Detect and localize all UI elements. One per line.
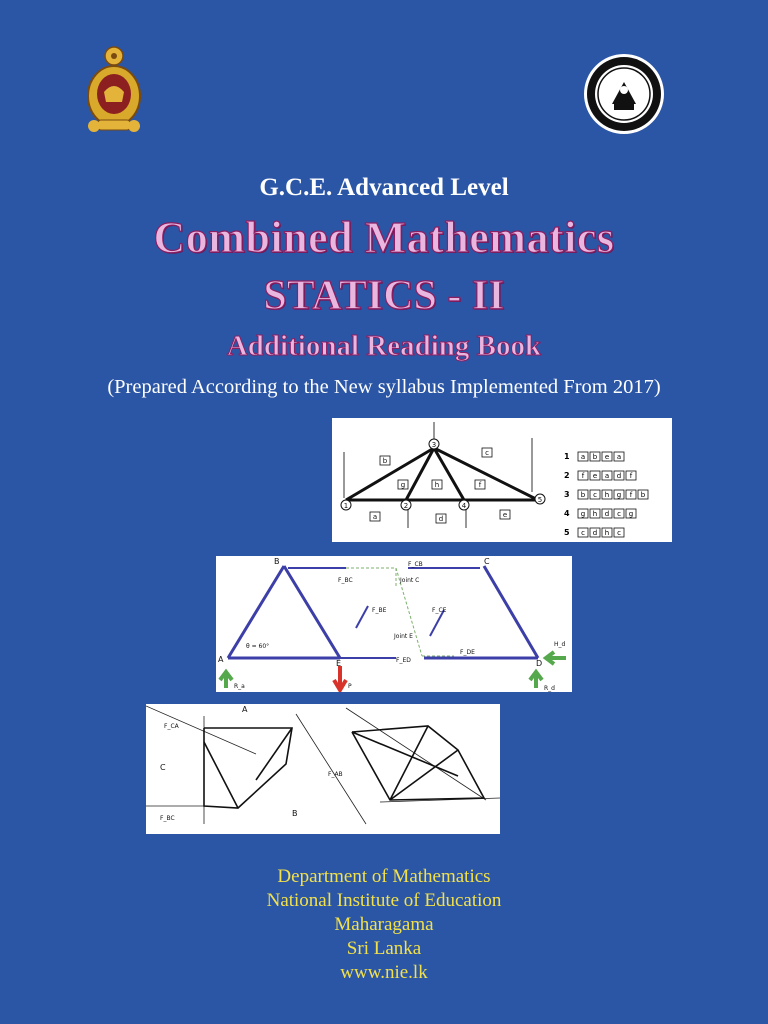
point-label: E [336, 659, 342, 668]
joint-label: 3 [431, 441, 437, 449]
region-label: g [400, 481, 406, 489]
force-label: F_DE [460, 649, 475, 656]
institute-name: National Institute of Education [266, 890, 502, 911]
truss-diagram-1 [332, 418, 672, 542]
region-label: A [242, 705, 248, 714]
table-cell-label: c [617, 529, 621, 537]
sri-lanka-emblem-icon [78, 42, 150, 134]
force-diagram-3 [146, 704, 500, 834]
region-label: a [372, 513, 378, 521]
country-name: Sri Lanka [346, 938, 422, 959]
force-label: F_CB [408, 561, 423, 568]
website-link[interactable]: www.nie.lk [340, 962, 428, 983]
region-label: B [292, 809, 298, 818]
table-row-number: 5 [564, 528, 570, 537]
table-cell-label: b [580, 491, 586, 499]
table-cell-label: a [616, 453, 622, 461]
table-cell-label: b [592, 453, 598, 461]
region-label: d [438, 515, 444, 523]
table-cell-label: e [604, 453, 610, 461]
table-cell-label: c [617, 510, 621, 518]
region-label: f [478, 481, 482, 489]
table-row-number: 2 [564, 471, 570, 480]
town-name: Maharagama [334, 914, 434, 935]
table-cell-label: f [629, 491, 633, 499]
exam-level-title: G.C.E. Advanced Level [259, 174, 509, 201]
nie-seal-icon [582, 52, 666, 136]
force-label: F_BC [160, 815, 175, 822]
table-row-number: 4 [564, 509, 570, 518]
table-cell-label: h [604, 529, 610, 537]
force-label: R_a [234, 683, 245, 690]
joint-label: 4 [461, 502, 467, 510]
department-name: Department of Mathematics [277, 866, 491, 887]
table-row-number: 3 [564, 490, 570, 499]
table-cell-label: d [604, 510, 610, 518]
joint-c-label: Joint C [400, 577, 420, 584]
force-label: H_d [554, 641, 566, 648]
table-cell-label: b [640, 491, 646, 499]
force-label: F_CE [432, 607, 447, 614]
joint-label: 1 [343, 502, 349, 510]
table-cell-label: h [592, 510, 598, 518]
table-cell-label: g [616, 491, 622, 499]
angle-label: θ = 60° [246, 643, 270, 650]
region-label: c [485, 449, 489, 457]
force-diagram-figure-3 [146, 704, 500, 834]
region-label: e [502, 511, 508, 519]
truss-figure-1 [332, 418, 672, 542]
table-cell-label: a [580, 453, 586, 461]
force-label: F_BE [372, 607, 387, 614]
table-cell-label: f [629, 472, 633, 480]
table-cell-label: f [581, 472, 585, 480]
joint-e-label: Joint E [394, 633, 413, 640]
part-title: STATICS - II [263, 273, 505, 319]
table-cell-label: g [580, 510, 586, 518]
force-label: F_BC [338, 577, 353, 584]
table-cell-label: c [593, 491, 597, 499]
truss-diagram-2 [216, 556, 572, 692]
syllabus-note: (Prepared According to the New syllabus Implemented From 2017) [107, 376, 661, 398]
region-label: C [160, 763, 166, 772]
subject-title: Combined Mathematics [153, 213, 615, 262]
table-cell-label: e [592, 472, 598, 480]
force-label: F_AB [328, 771, 343, 778]
force-label: F_CA [164, 723, 179, 730]
table-cell-label: c [581, 529, 585, 537]
truss-figure-2 [216, 556, 572, 692]
book-type-title: Additional Reading Book [226, 330, 542, 362]
bow-notation-table [564, 452, 648, 537]
table-cell-label: h [604, 491, 610, 499]
force-label: R_d [544, 685, 555, 692]
table-cell-label: a [604, 472, 610, 480]
joint-label: 5 [537, 496, 543, 504]
table-cell-label: d [592, 529, 598, 537]
region-label: h [434, 481, 440, 489]
point-label: B [274, 557, 280, 566]
force-label: F_ED [396, 657, 411, 664]
joint-label: 2 [403, 502, 409, 510]
table-row-number: 1 [564, 452, 570, 461]
point-label: C [484, 557, 490, 566]
table-cell-label: g [628, 510, 634, 518]
point-label: A [218, 655, 224, 664]
force-label: P [348, 683, 352, 690]
table-cell-label: d [616, 472, 622, 480]
region-label: b [382, 457, 388, 465]
point-label: D [536, 659, 543, 668]
